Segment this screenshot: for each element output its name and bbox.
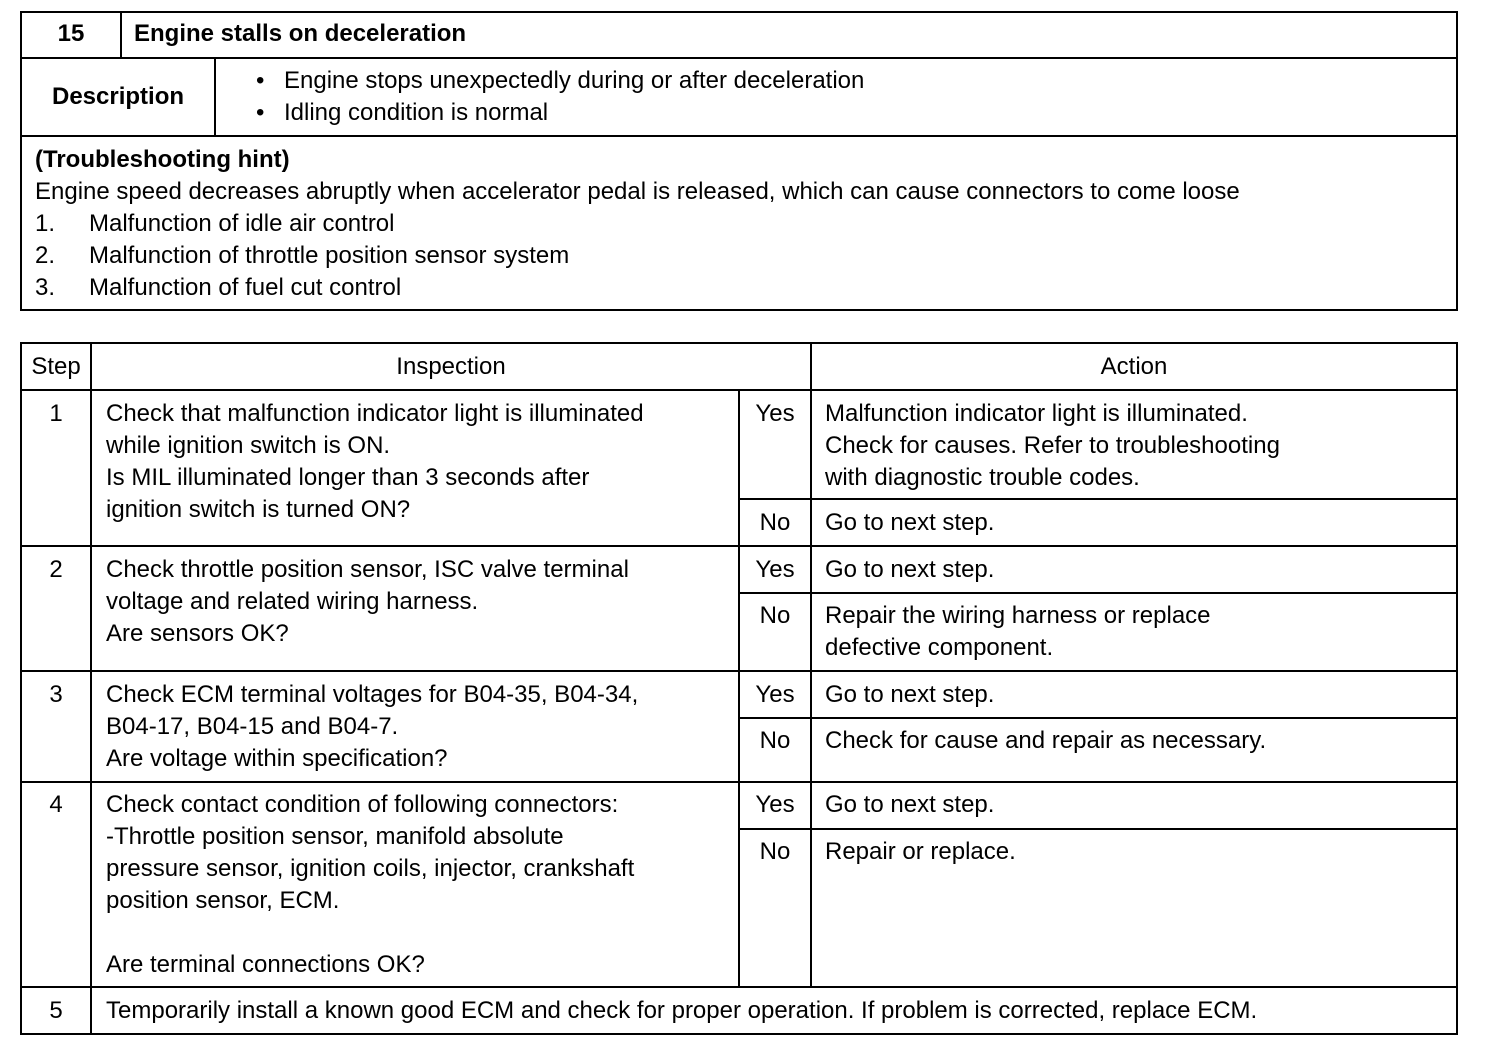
- yes-label: Yes: [755, 681, 795, 708]
- yes-action: Malfunction indicator light is illuminated. Check for causes. Refer to troubleshooting with diagnostic trouble codes.: [825, 400, 1280, 491]
- divider: [214, 57, 216, 136]
- header-inspection: Inspection: [396, 353, 506, 380]
- table-divider: [738, 828, 1458, 830]
- final-step-text: Temporarily install a known good ECM and check for proper operation. If problem is corrected, replace ECM.: [106, 997, 1258, 1024]
- hint-intro: Engine speed decreases abruptly when accelerator pedal is released, which can cause connectors to come loose: [35, 178, 1240, 205]
- yes-label: Yes: [755, 400, 795, 427]
- yes-action: Go to next step.: [825, 556, 995, 583]
- table-divider: [738, 717, 1458, 719]
- divider: [120, 11, 122, 58]
- hint-item: [35, 272, 401, 304]
- hint-item-number: 1.: [35, 210, 56, 237]
- header-step: Step: [31, 353, 81, 380]
- hint-title: (Troubleshooting hint): [35, 146, 290, 173]
- no-action: Repair the wiring harness or replace defective component.: [825, 602, 1211, 661]
- hint-item-number: 2.: [35, 242, 56, 269]
- hint-item: [35, 208, 394, 240]
- table-divider: [810, 342, 812, 987]
- step-number: 5: [49, 997, 63, 1024]
- no-label: No: [759, 602, 791, 629]
- no-label: No: [759, 727, 791, 754]
- inspection-text: Check ECM terminal voltages for B04-35, B04-34, B04-17, B04-15 and B04-7. Are voltage within specification?: [106, 681, 639, 772]
- description-bullet: • Engine stops unexpectedly during or after deceleration: [256, 65, 864, 97]
- hint-item-text: Malfunction of fuel cut control: [89, 274, 402, 301]
- no-label: No: [759, 838, 791, 865]
- description-list: [256, 65, 864, 129]
- step-number: 3: [49, 681, 63, 708]
- table-divider: [738, 592, 1458, 594]
- inspection-text: Check throttle position sensor, ISC valve terminal voltage and related wiring harness. Are sensors OK?: [106, 556, 629, 647]
- inspection-text: Check contact condition of following connectors: -Throttle position sensor, manifold absolute pressure sensor, ignition coils, injector, crankshaft position sensor, ECM. Are terminal connections OK?: [106, 791, 635, 978]
- problem-title: Engine stalls on deceleration: [134, 20, 467, 47]
- step-number: 1: [49, 400, 63, 427]
- hint-item-text: Malfunction of idle air control: [89, 210, 395, 237]
- no-action: Repair or replace.: [825, 838, 1016, 865]
- no-action: Check for cause and repair as necessary.: [825, 727, 1267, 754]
- yes-action: Go to next step.: [825, 791, 995, 818]
- table-divider: [90, 342, 92, 1035]
- divider: [20, 135, 1458, 137]
- divider: [20, 57, 1458, 59]
- description-bullet: • Idling condition is normal: [256, 97, 864, 129]
- yes-action: Go to next step.: [825, 681, 995, 708]
- hint-item: [35, 240, 569, 272]
- yes-label: Yes: [755, 556, 795, 583]
- header-action: Action: [1100, 353, 1168, 380]
- inspection-text: Check that malfunction indicator light is illuminated while ignition switch is ON. Is MIL illuminated longer than 3 seconds after ignition switch is turned ON?: [106, 400, 644, 523]
- no-action: Go to next step.: [825, 509, 995, 536]
- description-label: Description: [51, 83, 185, 110]
- problem-number: 15: [57, 20, 85, 47]
- hint-item-text: Malfunction of throttle position sensor system: [89, 242, 570, 269]
- no-label: No: [759, 509, 791, 536]
- step-number: 2: [49, 556, 63, 583]
- hint-item-number: 3.: [35, 274, 56, 301]
- step-number: 4: [49, 791, 63, 818]
- yes-label: Yes: [755, 791, 795, 818]
- table-divider: [738, 498, 1458, 500]
